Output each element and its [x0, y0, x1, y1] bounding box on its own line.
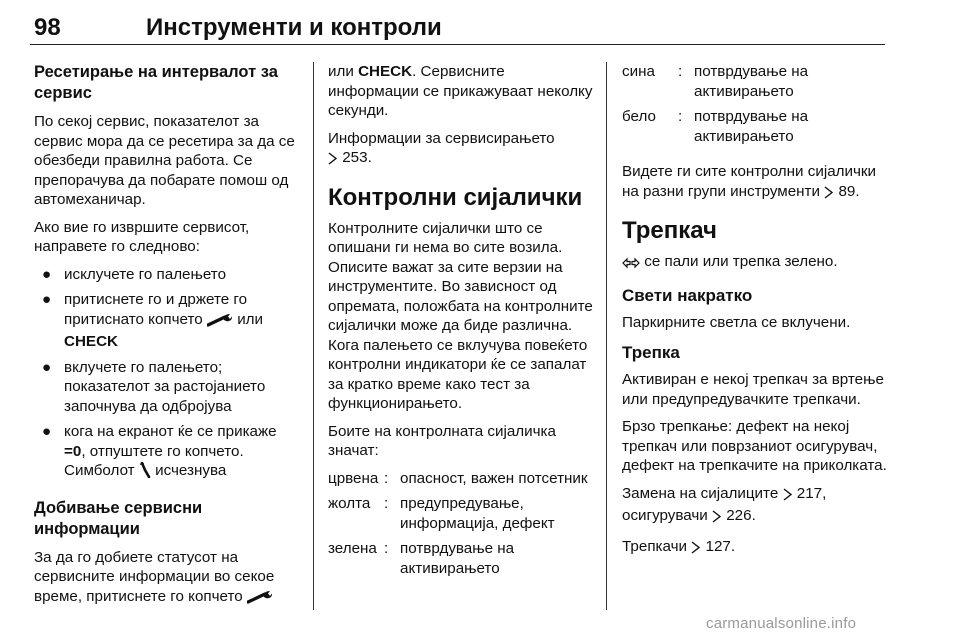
heading-flashing: Трепка — [622, 343, 680, 362]
list-item: ● кога на екранот ќе се прикаже =0, отпуштете го копчето. Симболот исчезнува — [34, 422, 296, 484]
color-meaning-table-continued — [622, 62, 892, 152]
heading-reset-service: Ресетирање на интервалот за сервис — [34, 63, 278, 102]
paragraph-see-groups: Видете ги сите контролни сијалички на разни групи инструменти 89. — [622, 162, 892, 204]
heading-control-lights: Контролни сијалички — [328, 183, 583, 211]
table-row: бело : потврдување на активирањето — [622, 108, 809, 145]
column-divider — [313, 62, 314, 610]
page-reference[interactable]: 253. — [342, 149, 372, 166]
list-item: ● вклучете го палењето; показателот за растојанието започнува да одбројува — [42, 358, 266, 415]
paragraph-parking-lights: Паркирните светла се вклучени. — [622, 313, 851, 331]
reset-steps-list — [34, 265, 296, 484]
paragraph-control-lights: Контролните сијалички што се опишани ги нема во сите возила. Описите важат за сите верзии на инструментите. Во зависност од опремата, положбата на контролните сијалички може да биде различна. Кога палењето се вклучува повеќето контролни индикатори ќе се запалат за кратко време како тест за функционирањето. — [328, 219, 593, 412]
paragraph-flashing-1: Активиран е некој трепкач за вртење или предупредувачките трепкачи. — [622, 371, 884, 408]
list-item: ● притиснете го и држете го притиснато копчето или CHECK — [42, 291, 264, 350]
watermark: carmanualsonline.info — [706, 615, 857, 632]
page-reference-arrow-icon — [712, 509, 722, 529]
column-2 — [328, 62, 594, 594]
table-row: црвена : опасност, важен потсетник — [328, 469, 588, 487]
turn-signal-icon — [622, 255, 640, 275]
heading-obtain-service-info: Добивање сервисни информации — [34, 498, 203, 538]
column-3 — [622, 62, 892, 567]
page-header — [30, 0, 930, 44]
page-reference-arrow-icon — [783, 487, 793, 507]
heading-lights-briefly: Свети накратко — [622, 285, 753, 305]
page-reference-arrow-icon — [691, 540, 701, 560]
paragraph-reset-intro: По секој сервис, показателот за сервис мора да се ресетира за да се обезбеди правилна работа. Се препорачува да побарате помош од автомеханичар. — [34, 113, 295, 208]
bullet-icon: ● — [42, 291, 52, 308]
page-reference[interactable]: 89. — [838, 182, 860, 200]
bullet-icon: ● — [42, 423, 52, 440]
heading-turn-signal: Трепкач — [622, 217, 717, 244]
color-meaning-table — [328, 469, 594, 585]
bullet-icon: ● — [42, 358, 52, 376]
paragraph-service-info-ref: Информации за сервисирањето 253. — [328, 129, 594, 171]
bullet-icon: ● — [42, 265, 52, 283]
wrench-icon — [247, 590, 273, 610]
table-row: жолта : предупредување, информација, дефект — [328, 495, 555, 532]
table-row: сина : потврдување на активирањето — [622, 63, 809, 100]
paragraph-bulb-replacement: Замена на сијалиците 217, осигурувачи 226. — [622, 484, 892, 529]
list-item: ● исклучете го палењето — [42, 265, 227, 283]
paragraph-check-continuation: или CHECK. Сервисните информации се прикажуваат неколку секунди. — [328, 63, 593, 119]
service-symbol-icon — [139, 462, 151, 484]
paragraph-turn-signals-ref: Трепкачи 127. — [622, 537, 892, 560]
wrench-icon — [207, 313, 233, 333]
page-reference[interactable]: 217, — [796, 484, 827, 502]
column-1 — [34, 62, 296, 617]
paragraph-flashing-2: Брзо трепкање: дефект на некој трепкач или поврзаниот осигурувач, дефект на трепкачите на приколката. — [622, 418, 887, 474]
paragraph-colors-intro: Боите на контролната сијаличка значат: — [328, 422, 556, 459]
page-number: 98 — [34, 14, 61, 41]
page-reference-arrow-icon — [824, 185, 834, 205]
table-row: зелена : потврдување на активирањето — [328, 540, 515, 577]
paragraph-do-it-yourself: Ако вие го извршите сервисот, направете го следново: — [34, 218, 250, 255]
page-reference-arrow-icon — [328, 151, 338, 171]
column-divider — [606, 62, 607, 610]
page-reference[interactable]: 226. — [726, 507, 756, 524]
header-rule — [30, 44, 885, 45]
page-title: Инструменти и контроли — [146, 14, 442, 41]
page-reference[interactable]: 127. — [705, 537, 736, 555]
paragraph-obtain-info: За да го добиете статусот на сервисните информации во секое време, притиснете го копчето — [34, 548, 296, 610]
paragraph-turn-signal: се пали или трепка зелено. — [622, 252, 892, 275]
